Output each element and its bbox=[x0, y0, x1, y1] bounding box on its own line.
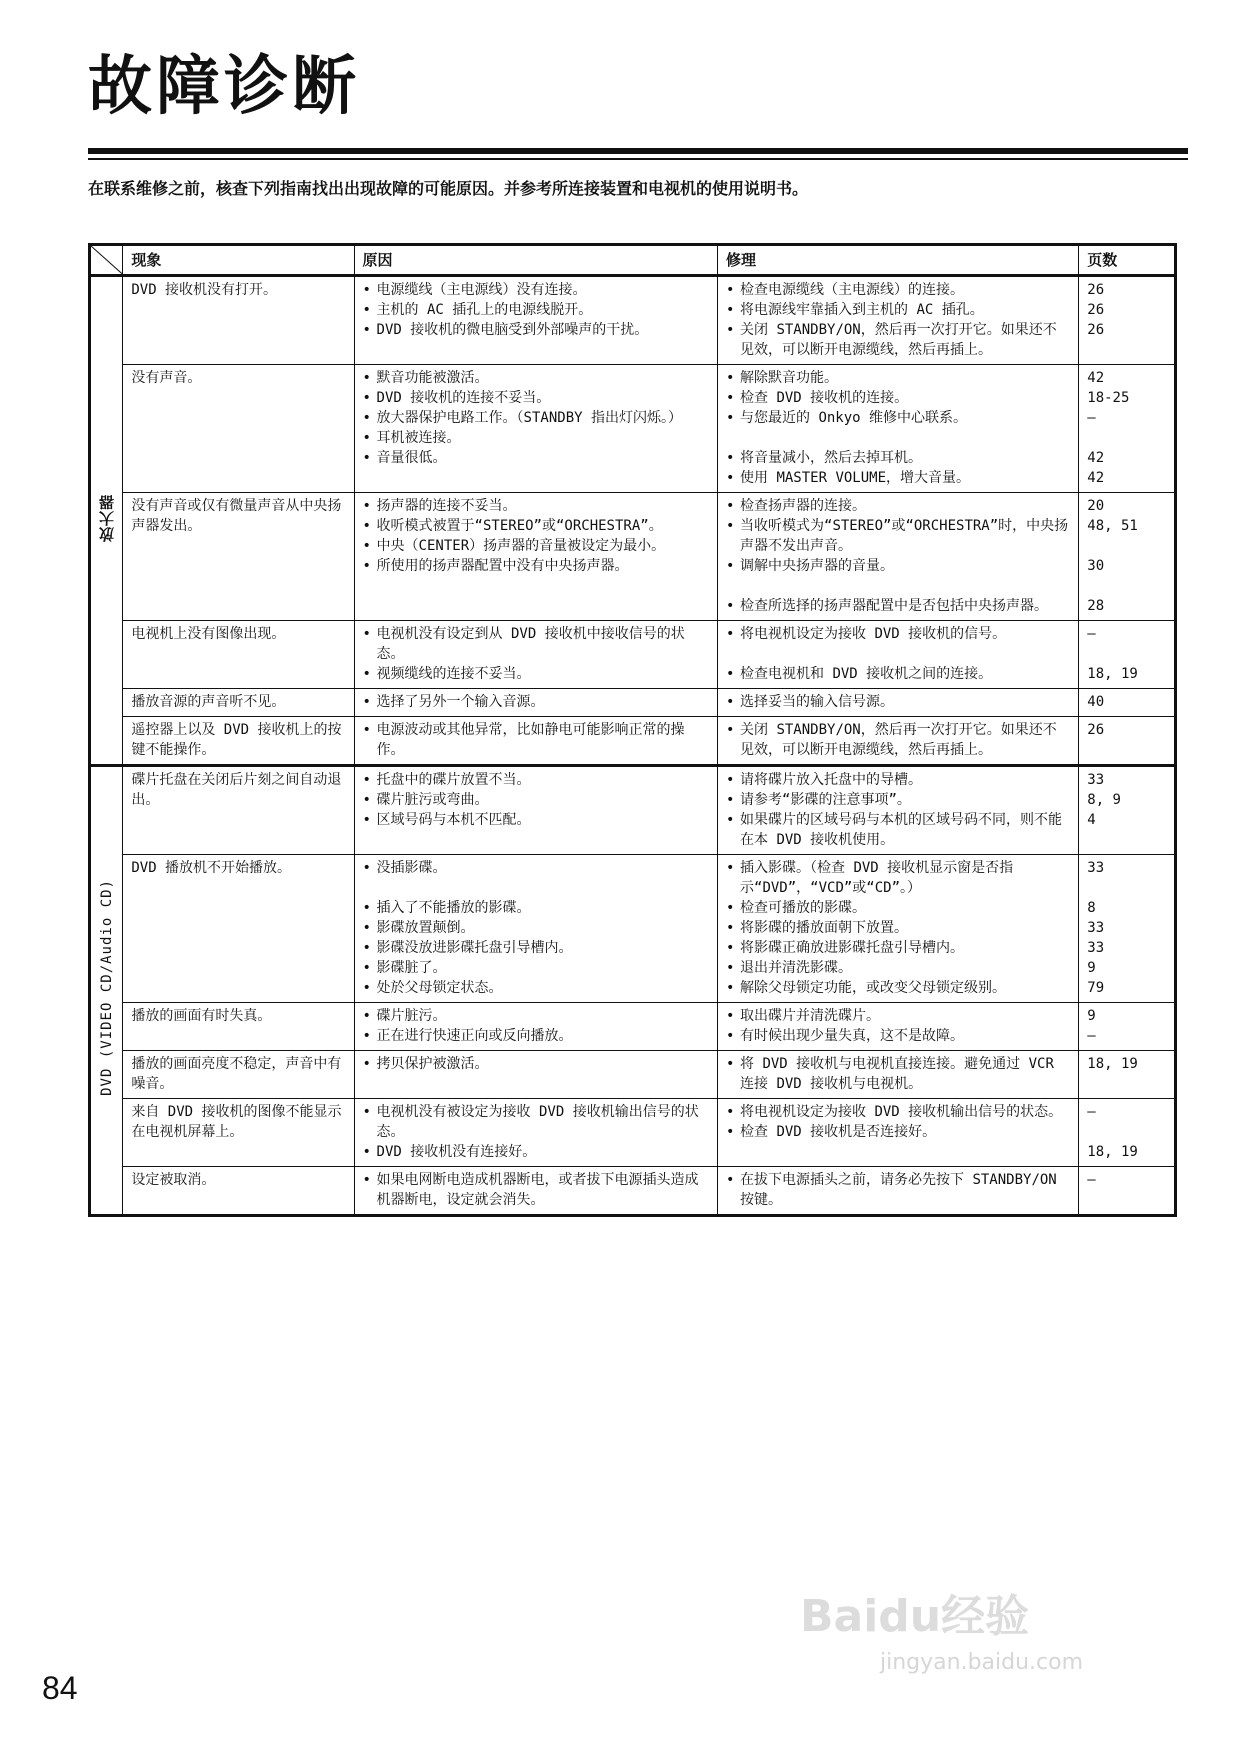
page-ref: 42 bbox=[1087, 450, 1105, 466]
remedy-item: • 检查所选择的扬声器配置中是否包括中央扬声器。 bbox=[726, 596, 1070, 616]
page-ref bbox=[1087, 878, 1166, 898]
cause-cell bbox=[354, 1099, 717, 1167]
remedy-list bbox=[726, 858, 1070, 998]
remedy-cell bbox=[718, 493, 1079, 621]
page-ref-cell bbox=[1079, 855, 1176, 1003]
remedy-cell bbox=[718, 855, 1079, 1003]
cause-list bbox=[363, 1006, 709, 1046]
page-ref-cell bbox=[1079, 276, 1176, 365]
page-ref: 28 bbox=[1087, 598, 1105, 614]
remedy-item: • 检查电视机和 DVD 接收机之间的连接。 bbox=[726, 664, 1070, 684]
table-row bbox=[90, 493, 1176, 621]
intro-text: 在联系维修之前，核查下列指南找出出现故障的可能原因。并参考所连接装置和电视机的使用说明书。 bbox=[88, 179, 809, 198]
remedy-list bbox=[726, 1102, 1070, 1142]
cause-item: • 音量很低。 bbox=[363, 448, 709, 468]
page-ref: 26 bbox=[1087, 302, 1105, 318]
symptom-cell: 来自 DVD 接收机的图像不能显示在电视机屏幕上。 bbox=[123, 1099, 354, 1167]
cause-item: • 插入了不能播放的影碟。 bbox=[363, 898, 709, 918]
group-label-cell bbox=[90, 276, 123, 766]
cause-list bbox=[363, 692, 709, 712]
page-number: 84 bbox=[42, 1670, 78, 1706]
cause-item: • 处於父母锁定状态。 bbox=[363, 978, 709, 998]
remedy-item: • 检查扬声器的连接。 bbox=[726, 496, 1070, 516]
remedy-cell bbox=[718, 1099, 1079, 1167]
cause-cell bbox=[354, 1051, 717, 1099]
remedy-cell bbox=[718, 717, 1079, 766]
page-ref: — bbox=[1087, 1172, 1096, 1188]
cause-item: • 正在进行快速正向或反向播放。 bbox=[363, 1026, 709, 1046]
table-row bbox=[90, 855, 1176, 1003]
symptom-cell: DVD 接收机没有打开。 bbox=[123, 276, 354, 365]
page-ref-cell bbox=[1079, 1099, 1176, 1167]
remedy-item: • 插入影碟。（检查 DVD 接收机显示窗是否指示“DVD”，“VCD”或“CD”。） bbox=[726, 858, 1070, 898]
page-ref-cell bbox=[1079, 1003, 1176, 1051]
remedy-cell bbox=[718, 1003, 1079, 1051]
table-row bbox=[90, 276, 1176, 365]
remedy-item: • 将音量减小，然后去掉耳机。 bbox=[726, 448, 1070, 468]
page-ref-cell bbox=[1079, 717, 1176, 766]
page-ref: 42 bbox=[1087, 470, 1105, 486]
remedy-list bbox=[726, 368, 1070, 488]
remedy-item: • 将电视机设定为接收 DVD 接收机的信号。 bbox=[726, 624, 1070, 644]
symptom-cell: 播放音源的声音听不见。 bbox=[123, 689, 354, 717]
cause-item: • 主机的 AC 插孔上的电源线脱开。 bbox=[363, 300, 709, 320]
cause-item: • 中央（CENTER）扬声器的音量被设定为最小。 bbox=[363, 536, 709, 556]
table-header-row bbox=[90, 245, 1176, 276]
cause-cell bbox=[354, 717, 717, 766]
page-ref: 8 bbox=[1087, 900, 1096, 916]
remedy-item: • 将 DVD 接收机与电视机直接连接。避免通过 VCR 连接 DVD 接收机与电视机。 bbox=[726, 1054, 1070, 1094]
page-ref-cell bbox=[1079, 1167, 1176, 1216]
page-ref: 48, 51 bbox=[1087, 518, 1138, 534]
remedy-item: • 如果碟片的区域号码与本机的区域号码不同，则不能在本 DVD 接收机使用。 bbox=[726, 810, 1070, 850]
remedy-item: • 使用 MASTER VOLUME，增大音量。 bbox=[726, 468, 1070, 488]
title-rule-thick bbox=[88, 148, 1188, 154]
cause-item: • 电源缆线（主电源线）没有连接。 bbox=[363, 280, 709, 300]
cause-list bbox=[363, 280, 709, 340]
remedy-item: • 检查 DVD 接收机是否连接好。 bbox=[726, 1122, 1070, 1142]
remedy-cell bbox=[718, 621, 1079, 689]
cause-item: • 碟片脏污或弯曲。 bbox=[363, 790, 709, 810]
cause-list bbox=[363, 496, 709, 576]
remedy-cell bbox=[718, 1051, 1079, 1099]
remedy-item: • 退出并清洗影碟。 bbox=[726, 958, 1070, 978]
cause-list bbox=[363, 1102, 709, 1162]
group-label-cell bbox=[90, 766, 123, 1216]
cause-item: • 如果电网断电造成机器断电，或者拔下电源插头造成机器断电，设定就会消失。 bbox=[363, 1170, 709, 1210]
remedy-list bbox=[726, 692, 1070, 712]
symptom-cell: 碟片托盘在关闭后片刻之间自动退出。 bbox=[123, 766, 354, 855]
remedy-item: • 将影碟正确放进影碟托盘引导槽内。 bbox=[726, 938, 1070, 958]
header-cause: 原因 bbox=[354, 245, 717, 276]
cause-item: • 碟片脏污。 bbox=[363, 1006, 709, 1026]
table-row bbox=[90, 1167, 1176, 1216]
page-ref: 79 bbox=[1087, 980, 1105, 996]
page-ref: 26 bbox=[1087, 722, 1105, 738]
remedy-item: • 解除父母锁定功能，或改变父母锁定级别。 bbox=[726, 978, 1070, 998]
cause-item: • 影碟没放进影碟托盘引导槽内。 bbox=[363, 938, 709, 958]
title-rule-thin bbox=[88, 158, 1188, 160]
remedy-cell bbox=[718, 689, 1079, 717]
cause-item: • 耳机被连接。 bbox=[363, 428, 709, 448]
symptom-cell: 播放的画面有时失真。 bbox=[123, 1003, 354, 1051]
cause-list bbox=[363, 624, 709, 684]
cause-item: • 电视机没有被设定为接收 DVD 接收机输出信号的状态。 bbox=[363, 1102, 709, 1142]
table-row bbox=[90, 766, 1176, 855]
remedy-cell bbox=[718, 276, 1079, 365]
page-ref: — bbox=[1087, 1028, 1096, 1044]
cause-cell bbox=[354, 621, 717, 689]
remedy-item: • 将电源线牢靠插入到主机的 AC 插孔。 bbox=[726, 300, 1070, 320]
group-label: DVD (VIDEO CD/Audio CD) bbox=[98, 879, 115, 1096]
page-ref: 40 bbox=[1087, 694, 1105, 710]
cause-item: • 收听模式被置于“STEREO”或“ORCHESTRA”。 bbox=[363, 516, 709, 536]
symptom-cell: 播放的画面亮度不稳定，声音中有噪音。 bbox=[123, 1051, 354, 1099]
cause-item: • 电源波动或其他异常，比如静电可能影响正常的操作。 bbox=[363, 720, 709, 760]
remedy-list bbox=[726, 280, 1070, 360]
table-row bbox=[90, 1003, 1176, 1051]
remedy-item: • 请参考“影碟的注意事项”。 bbox=[726, 790, 1070, 810]
cause-item: • 选择了另外一个输入音源。 bbox=[363, 692, 709, 712]
remedy-item: • 有时候出现少量失真，这不是故障。 bbox=[726, 1026, 1070, 1046]
remedy-item: • 解除默音功能。 bbox=[726, 368, 1070, 388]
cause-item: • DVD 接收机没有连接好。 bbox=[363, 1142, 709, 1162]
symptom-cell: 没有声音。 bbox=[123, 365, 354, 493]
remedy-item: • 取出碟片并清洗碟片。 bbox=[726, 1006, 1070, 1026]
remedy-item: • 关闭 STANDBY/ON，然后再一次打开它。如果还不见效，可以断开电源缆线，然后再插上。 bbox=[726, 320, 1070, 360]
page-ref: 9 bbox=[1087, 1008, 1096, 1024]
cause-cell bbox=[354, 689, 717, 717]
cause-list bbox=[363, 770, 709, 830]
remedy-list bbox=[726, 496, 1070, 616]
cause-list bbox=[363, 858, 709, 998]
remedy-cell bbox=[718, 365, 1079, 493]
header-remedy: 修理 bbox=[718, 245, 1079, 276]
page-ref: 33 bbox=[1087, 860, 1105, 876]
remedy-list bbox=[726, 1006, 1070, 1046]
cause-item: • 默音功能被激活。 bbox=[363, 368, 709, 388]
group-label: 放大器 bbox=[97, 493, 116, 542]
watermark-logo: Baidu经验 bbox=[800, 1591, 1030, 1642]
header-page: 页数 bbox=[1079, 245, 1176, 276]
remedy-item: • 当收听模式为“STEREO”或“ORCHESTRA”时，中央扬声器不发出声音。 bbox=[726, 516, 1070, 556]
remedy-list bbox=[726, 720, 1070, 760]
cause-item: • DVD 接收机的微电脑受到外部噪声的干扰。 bbox=[363, 320, 709, 340]
page-ref: 18, 19 bbox=[1087, 666, 1138, 682]
remedy-item: • 与您最近的 Onkyo 维修中心联系。 bbox=[726, 408, 1070, 428]
cause-item: • 区域号码与本机不匹配。 bbox=[363, 810, 709, 830]
page-ref bbox=[1087, 1122, 1166, 1142]
cause-item: • 影碟放置颠倒。 bbox=[363, 918, 709, 938]
page-ref-cell bbox=[1079, 493, 1176, 621]
page-ref-cell bbox=[1079, 621, 1176, 689]
page-ref-cell bbox=[1079, 766, 1176, 855]
cause-item: • 电视机没有设定到从 DVD 接收机中接收信号的状态。 bbox=[363, 624, 709, 664]
page-ref: 26 bbox=[1087, 322, 1105, 338]
symptom-cell: 电视机上没有图像出现。 bbox=[123, 621, 354, 689]
remedy-item: • 在拔下电源插头之前，请务必先按下 STANDBY/ON 按键。 bbox=[726, 1170, 1070, 1210]
page-ref bbox=[1087, 576, 1166, 596]
cause-cell bbox=[354, 365, 717, 493]
symptom-cell: 没有声音或仅有微量声音从中央扬声器发出。 bbox=[123, 493, 354, 621]
header-corner bbox=[90, 245, 123, 276]
page-ref bbox=[1087, 428, 1166, 448]
page-ref: — bbox=[1087, 410, 1096, 426]
table-row bbox=[90, 621, 1176, 689]
table-row bbox=[90, 1099, 1176, 1167]
header-symptom: 现象 bbox=[123, 245, 354, 276]
page-ref-cell bbox=[1079, 689, 1176, 717]
page-ref: 8, 9 bbox=[1087, 792, 1121, 808]
cause-list bbox=[363, 1170, 709, 1210]
remedy-cell bbox=[718, 1167, 1079, 1216]
page-ref: 33 bbox=[1087, 772, 1105, 788]
cause-cell bbox=[354, 1167, 717, 1216]
cause-list bbox=[363, 1054, 709, 1074]
troubleshooting-table-wrap bbox=[88, 243, 1177, 1217]
remedy-item: • 检查可播放的影碟。 bbox=[726, 898, 1070, 918]
page-ref: 18-25 bbox=[1087, 390, 1130, 406]
page-ref: — bbox=[1087, 626, 1096, 642]
cause-list bbox=[363, 720, 709, 760]
table-row bbox=[90, 1051, 1176, 1099]
page-ref: 42 bbox=[1087, 370, 1105, 386]
page-ref: 4 bbox=[1087, 812, 1096, 828]
remedy-item: • 将电视机设定为接收 DVD 接收机输出信号的状态。 bbox=[726, 1102, 1070, 1122]
page-ref: 33 bbox=[1087, 920, 1105, 936]
cause-cell bbox=[354, 855, 717, 1003]
cause-cell bbox=[354, 493, 717, 621]
page-ref: 30 bbox=[1087, 558, 1105, 574]
page-ref bbox=[1087, 644, 1166, 664]
remedy-list bbox=[726, 770, 1070, 850]
remedy-cell bbox=[718, 766, 1079, 855]
cause-item: • 所使用的扬声器配置中没有中央扬声器。 bbox=[363, 556, 709, 576]
symptom-cell: 遥控器上以及 DVD 接收机上的按键不能操作。 bbox=[123, 717, 354, 766]
cause-list bbox=[363, 368, 709, 468]
cause-item: • 拷贝保护被激活。 bbox=[363, 1054, 709, 1074]
remedy-item: • 检查电源缆线（主电源线）的连接。 bbox=[726, 280, 1070, 300]
symptom-cell: DVD 播放机不开始播放。 bbox=[123, 855, 354, 1003]
page-ref bbox=[1087, 536, 1166, 556]
page-ref: 18, 19 bbox=[1087, 1056, 1138, 1072]
remedy-list bbox=[726, 1170, 1070, 1210]
symptom-cell: 设定被取消。 bbox=[123, 1167, 354, 1216]
page-ref: 20 bbox=[1087, 498, 1105, 514]
remedy-item: • 选择妥当的输入信号源。 bbox=[726, 692, 1070, 712]
remedy-item: • 调解中央扬声器的音量。 bbox=[726, 556, 1070, 576]
remedy-list bbox=[726, 1054, 1070, 1094]
table-row bbox=[90, 365, 1176, 493]
page-ref-cell bbox=[1079, 365, 1176, 493]
table-row bbox=[90, 689, 1176, 717]
cause-cell bbox=[354, 276, 717, 365]
page-ref-cell bbox=[1079, 1051, 1176, 1099]
remedy-item: • 关闭 STANDBY/ON，然后再一次打开它。如果还不见效，可以断开电源缆线，然后再插上。 bbox=[726, 720, 1070, 760]
remedy-item: • 请将碟片放入托盘中的导槽。 bbox=[726, 770, 1070, 790]
cause-item: • 托盘中的碟片放置不当。 bbox=[363, 770, 709, 790]
cause-item: • 影碟脏了。 bbox=[363, 958, 709, 978]
page-ref: 9 bbox=[1087, 960, 1096, 976]
remedy-list bbox=[726, 624, 1070, 684]
cause-item: • 放大器保护电路工作。（STANDBY 指出灯闪烁。） bbox=[363, 408, 709, 428]
cause-item: • 扬声器的连接不妥当。 bbox=[363, 496, 709, 516]
page-ref: 18, 19 bbox=[1087, 1144, 1138, 1160]
cause-item: • 视频缆线的连接不妥当。 bbox=[363, 664, 709, 684]
page-ref: 26 bbox=[1087, 282, 1105, 298]
table-row bbox=[90, 717, 1176, 766]
page-title: 故障诊断 bbox=[88, 50, 360, 124]
watermark-url: jingyan.baidu.com bbox=[880, 1650, 1084, 1675]
troubleshooting-table bbox=[88, 243, 1177, 1217]
cause-item: • 没插影碟。 bbox=[363, 858, 709, 878]
remedy-item: • 将影碟的播放面朝下放置。 bbox=[726, 918, 1070, 938]
cause-cell bbox=[354, 1003, 717, 1051]
page-ref: 33 bbox=[1087, 940, 1105, 956]
cause-item: • DVD 接收机的连接不妥当。 bbox=[363, 388, 709, 408]
table-body bbox=[90, 276, 1176, 1216]
page-ref: — bbox=[1087, 1104, 1096, 1120]
remedy-item: • 检查 DVD 接收机的连接。 bbox=[726, 388, 1070, 408]
cause-cell bbox=[354, 766, 717, 855]
